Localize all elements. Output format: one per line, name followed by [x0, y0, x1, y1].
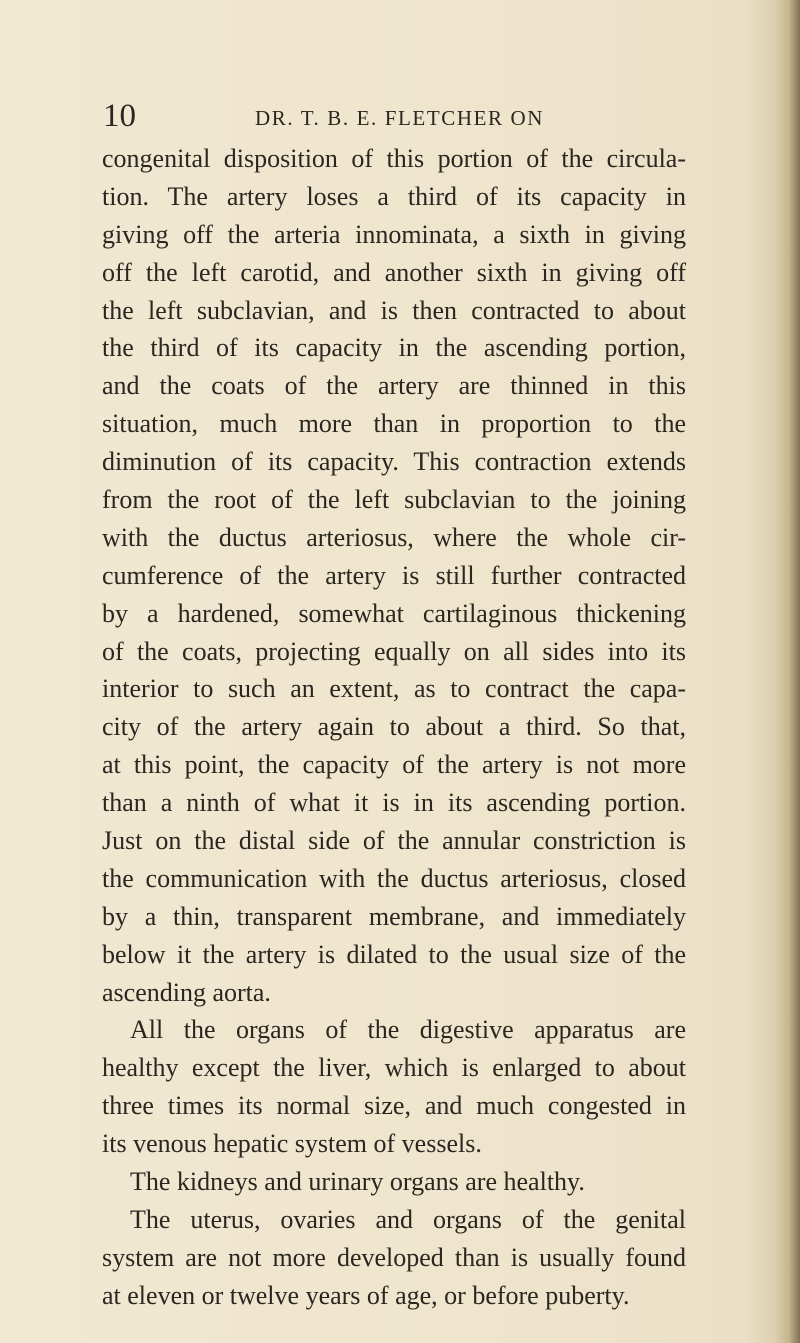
text-line: congenital disposition of this portion of the circula- — [102, 144, 686, 173]
text-line: from the root of the left subclavian to the joining — [102, 485, 686, 515]
text-line: city of the artery again to about a third. So that, — [102, 712, 686, 742]
text-line: healthy except the liver, which is enlarged to about — [102, 1053, 686, 1083]
text-line: at this point, the capacity of the artery is not more — [102, 750, 686, 780]
paragraph-first-line: The kidneys and urinary organs are healthy. — [130, 1167, 585, 1197]
text-line: by a hardened, somewhat cartilaginous thickening — [102, 598, 686, 628]
page-number: 10 — [103, 98, 136, 134]
page-edge-discoloration — [774, 0, 800, 1343]
paragraph-first-line: All the organs of the digestive apparatus are — [130, 1015, 686, 1045]
text-line: its venous hepatic system of vessels. — [102, 1129, 482, 1159]
text-line: three times its normal size, and much congested in — [102, 1091, 686, 1121]
text-line: the left subclavian, and is then contracted to about — [102, 295, 686, 325]
text-line: diminution of its capacity. This contraction extends — [102, 447, 686, 477]
text-line: and the coats of the artery are thinned in this — [102, 371, 686, 401]
text-line: cumference of the artery is still further contracted — [102, 560, 686, 590]
text-line: situation, much more than in proportion to the — [102, 409, 686, 439]
paragraph-first-line: The uterus, ovaries and organs of the genital — [130, 1204, 686, 1234]
text-line: ascending aorta. — [102, 977, 271, 1007]
text-line: Just on the distal side of the annular constriction is — [102, 826, 686, 856]
text-line: off the left carotid, and another sixth in giving off — [102, 257, 686, 287]
running-head — [0, 96, 800, 136]
text-line: the third of its capacity in the ascending portion, — [102, 333, 686, 363]
text-line: than a ninth of what it is in its ascending portion. — [102, 788, 686, 818]
text-line: below it the artery is dilated to the usual size of the — [102, 939, 686, 969]
text-line: by a thin, transparent membrane, and immediately — [102, 901, 686, 931]
text-line: interior to such an extent, as to contract the capa- — [102, 674, 686, 704]
running-title: DR. T. B. E. FLETCHER ON — [255, 106, 545, 130]
text-line: tion. The artery loses a third of its capacity in — [102, 181, 686, 211]
body-text — [102, 140, 686, 1315]
text-line: the communication with the ductus arteriosus, closed — [102, 863, 686, 893]
text-line: at eleven or twelve years of age, or before puberty. — [102, 1280, 630, 1310]
text-line: giving off the arteria innominata, a sixth in giving — [102, 219, 686, 249]
text-line: with the ductus arteriosus, where the whole cir- — [102, 522, 686, 552]
text-line: of the coats, projecting equally on all sides into its — [102, 636, 686, 666]
text-line: system are not more developed than is usually found — [102, 1242, 686, 1272]
